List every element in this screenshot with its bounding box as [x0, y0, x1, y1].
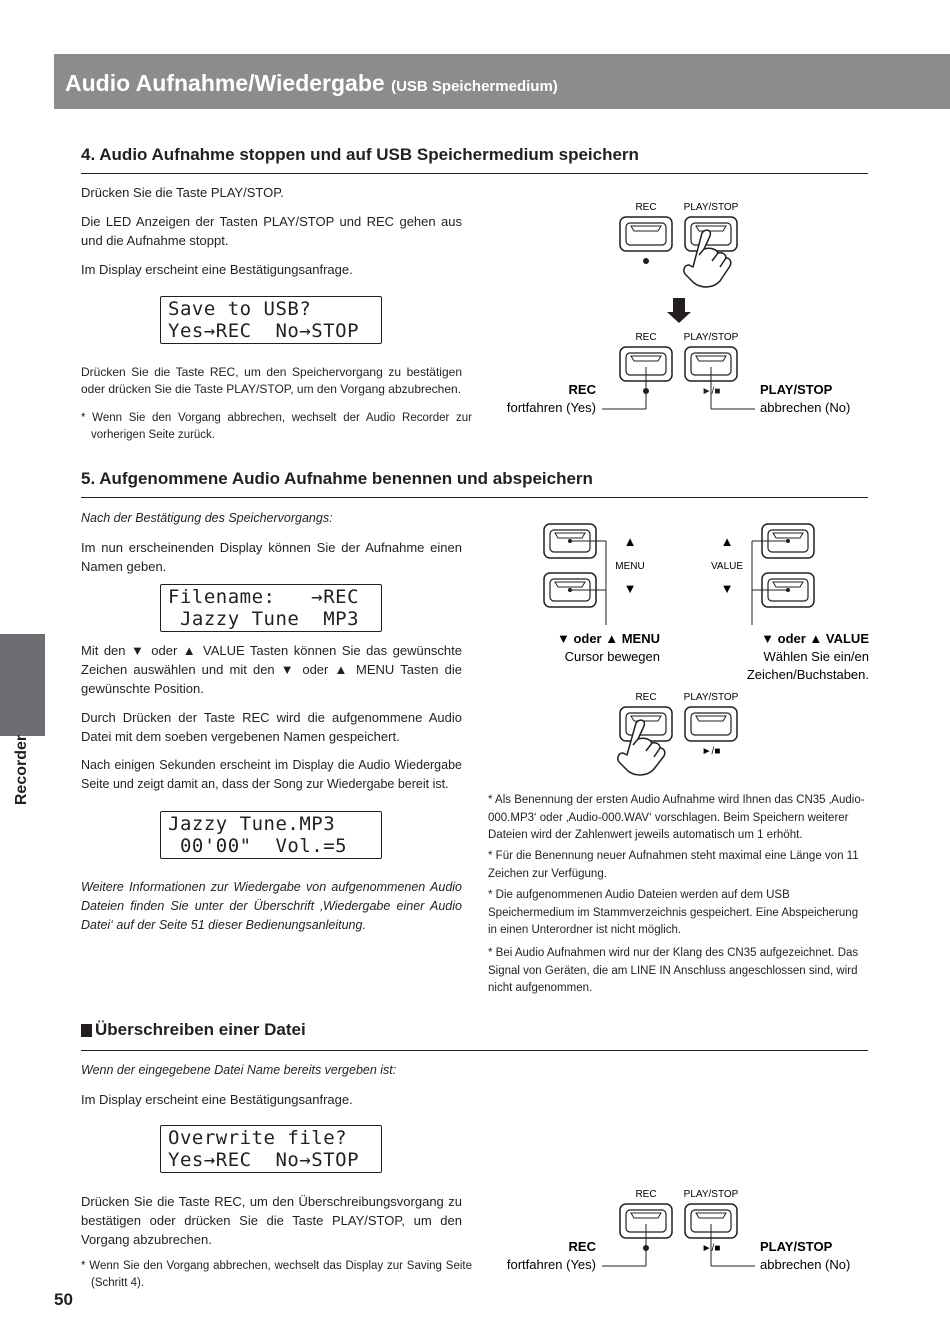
rec-label-top: REC	[635, 202, 657, 213]
playstop-label: PLAY/STOP	[683, 1189, 739, 1200]
section5-note-4: * Bei Audio Aufnahmen wird nur der Klang des CN35 aufgezeichnet. Das Signal von Geräten, die am LINE IN Anschluss angeschlossen sind, wird nicht aufgenommen.	[488, 947, 859, 994]
lcd-playback	[160, 811, 382, 859]
rec-yes-title: REC	[568, 1239, 596, 1254]
lcd-line: Yes→REC No→STOP	[168, 320, 360, 342]
playstop-label: PLAY/STOP	[683, 692, 739, 703]
page-subtitle: (USB Speichermedium)	[391, 78, 558, 95]
rec-yes-title: REC	[568, 382, 596, 397]
menu-down-icon: ▼	[623, 581, 637, 596]
rec-led	[643, 258, 649, 264]
value-label: VALUE	[710, 561, 744, 572]
section4-p3: Im Display erscheint eine Bestätigungsanfrage.	[81, 262, 353, 277]
rec-button[interactable]	[620, 707, 672, 741]
value-title: ▼ oder ▲ VALUE	[761, 631, 869, 646]
rec-yes-text: fortfahren (Yes)	[506, 400, 596, 415]
rec-led	[643, 1245, 649, 1251]
rec-led	[643, 388, 649, 394]
page-title	[65, 70, 558, 97]
lcd-line: Yes→REC No→STOP	[168, 1149, 360, 1171]
overwrite-note: * Wenn Sie den Vorgang abbrechen, wechselt das Display zur Saving Seite (Schritt 4).	[81, 1260, 472, 1289]
overwrite-intro: Wenn der eingegebene Datei Name bereits vergeben ist:	[81, 1063, 397, 1077]
section5-rule	[81, 497, 868, 498]
rec-button-top[interactable]	[620, 217, 672, 251]
value-text-1: Wählen Sie ein/en	[763, 649, 869, 664]
overwrite-title: Überschreiben einer Datei	[95, 1020, 306, 1039]
section4-rule	[81, 173, 868, 174]
rec-press-diagram	[490, 685, 870, 785]
section4-p2: Die LED Anzeigen der Tasten PLAY/STOP und REC gehen aus und die Aufnahme stoppt.	[81, 214, 462, 248]
lcd-line: Save to USB?	[168, 298, 312, 320]
menu-value-diagram	[490, 515, 880, 685]
lcd-line: Overwrite file?	[168, 1127, 348, 1149]
value-up-icon: ▲	[720, 534, 734, 549]
section5-p2: Mit den ▼ oder ▲ VALUE Tasten können Sie das gewünschte Zeichen auswählen und mit den ▼ oder ▲ MENU Tasten die gewünschte Position.	[81, 643, 462, 696]
section5-note-2: * Für die Benennung neuer Aufnahmen steht maximal eine Länge von 11 Zeichen zur Verfügung.	[488, 850, 859, 880]
page-title-text: Audio Aufnahme/Wiedergabe	[65, 70, 385, 96]
play-stop-symbol: ►/■	[701, 386, 721, 397]
overwrite-rule	[81, 1050, 868, 1051]
overwrite-p1: Im Display erscheint eine Bestätigungsanfrage.	[81, 1092, 353, 1107]
side-tab-label: Recorder	[13, 734, 30, 806]
section4-diagram	[490, 195, 870, 425]
value-down-icon: ▼	[720, 581, 734, 596]
lcd-line: 00'00" Vol.=5	[168, 835, 348, 857]
menu-label: MENU	[615, 561, 645, 572]
section5-p1: Im nun erscheinenden Display können Sie der Aufnahme einen Namen geben.	[81, 540, 462, 574]
section4-p4: Drücken Sie die Taste REC, um den Speichervorgang zu bestätigen oder drücken Sie die Taste PLAY/STOP, um den Vorgang abzubrechen.	[81, 365, 462, 396]
lcd-overwrite	[160, 1125, 382, 1173]
section5-note-1: * Als Benennung der ersten Audio Aufnahme wird Ihnen das CN35 ‚Audio-000.MP3‘ oder ‚Audio-000.WAV‘ vorschlagen. Beim Speichern weiterer Dateien wird der Zahlenwert jeweils automatisch um 1 erhöht.	[488, 794, 865, 841]
rec-label: REC	[635, 692, 657, 703]
play-stop-symbol: ►/■	[701, 1243, 721, 1254]
playstop-button[interactable]	[685, 707, 737, 741]
section-square-icon	[81, 1024, 92, 1037]
section5-p4: Nach einigen Sekunden erscheint im Display die Audio Wiedergabe Seite und zeigt damit an, dass der Song zur Wiedergabe bereit ist.	[81, 758, 462, 791]
arrow-down-icon	[667, 298, 691, 323]
lcd-line: Jazzy Tune MP3	[168, 608, 360, 630]
lcd-line: Jazzy Tune.MP3	[168, 813, 336, 835]
section4-note: * Wenn Sie den Vorgang abbrechen, wechselt der Audio Recorder zur vorherigen Seite zurück.	[81, 412, 472, 441]
playstop-label-top: PLAY/STOP	[683, 202, 739, 213]
rec-label: REC	[635, 332, 657, 343]
lcd-save-to-usb	[160, 296, 382, 344]
lcd-line: Filename: →REC	[168, 586, 360, 608]
playstop-label: PLAY/STOP	[683, 332, 739, 343]
page-number: 50	[54, 1290, 73, 1309]
lcd-filename	[160, 584, 382, 632]
value-text-2: Zeichen/Buchstaben.	[746, 667, 869, 682]
section5-intro: Nach der Bestätigung des Speichervorgangs:	[81, 511, 333, 525]
menu-text: Cursor bewegen	[564, 649, 660, 664]
playstop-no-title: PLAY/STOP	[760, 382, 833, 397]
menu-title: ▼ oder ▲ MENU	[556, 631, 660, 646]
menu-up-icon: ▲	[623, 534, 637, 549]
playstop-no-text: abbrechen (No)	[760, 1257, 851, 1272]
playstop-no-text: abbrechen (No)	[760, 400, 851, 415]
section5-p3: Durch Drücken der Taste REC wird die aufgenommene Audio Datei mit dem soeben vergebenen Namen gespeichert.	[81, 710, 462, 744]
section4-p1: Drücken Sie die Taste PLAY/STOP.	[81, 185, 284, 200]
playstop-no-title: PLAY/STOP	[760, 1239, 833, 1254]
section5-p5: Weitere Informationen zur Wiedergabe von aufgenommenen Audio Dateien finden Sie unter der Überschrift ‚Wiedergabe einer Audio Datei‘ auf der Seite 51 dieser Bedienungsanleitung.	[81, 880, 462, 932]
section4-title: 4. Audio Aufnahme stoppen und auf USB Speichermedium speichern	[81, 145, 639, 164]
section5-note-3: * Die aufgenommenen Audio Dateien werden auf dem USB Speichermedium im Stammverzeichnis gespeichert. Eine Abspeicherung in einen Unterordner ist nicht möglich.	[488, 889, 859, 936]
play-stop-symbol: ►/■	[701, 746, 721, 757]
section5-title: 5. Aufgenommene Audio Aufnahme benennen und abspeichern	[81, 469, 593, 488]
rec-yes-text: fortfahren (Yes)	[506, 1257, 596, 1272]
overwrite-diagram	[490, 1180, 870, 1280]
overwrite-p2: Drücken Sie die Taste REC, um den Überschreibungsvorgang zu bestätigen oder drücken Sie die Taste PLAY/STOP, um den Vorgang abzubrechen.	[81, 1194, 462, 1247]
rec-label: REC	[635, 1189, 657, 1200]
